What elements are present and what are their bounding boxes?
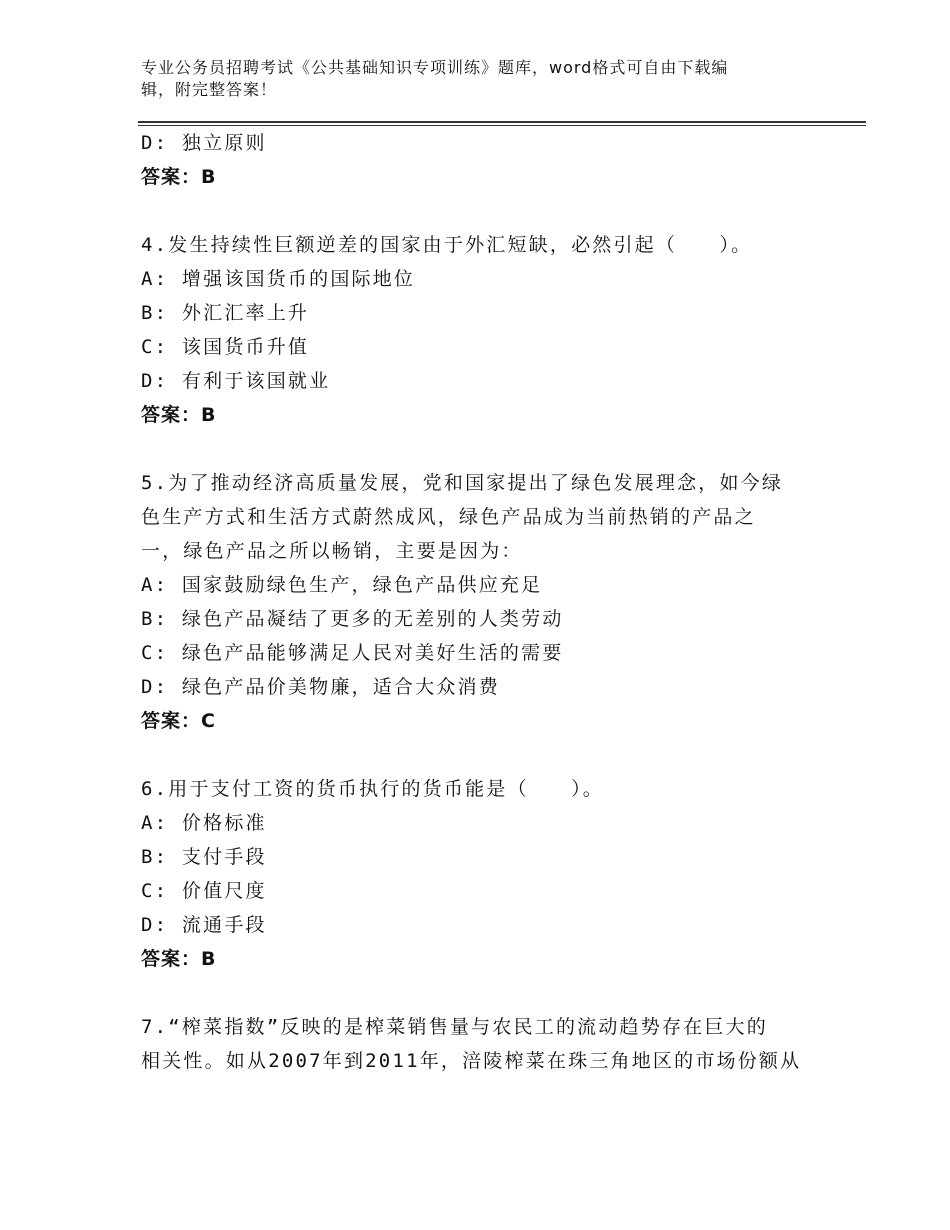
- option-c: C: 该国货币升值: [141, 336, 310, 358]
- question-stem-line-3: 一，绿色产品之所以畅销，主要是因为：: [141, 540, 523, 562]
- question-7: [141, 1010, 821, 1078]
- answer: 答案：C: [141, 710, 216, 732]
- option-c: C: 绿色产品能够满足人民对美好生活的需要: [141, 642, 564, 664]
- option-a: A: 增强该国货币的国际地位: [141, 268, 416, 290]
- header-line-1: 专业公务员招聘考试《公共基础知识专项训练》题库，word格式可自由下载编: [141, 58, 729, 77]
- option-a: A: 价格标准: [141, 812, 267, 834]
- question-stem: 6.用于支付工资的货币执行的货币能是（ ）。: [141, 778, 604, 800]
- option-d: D: 绿色产品价美物廉，适合大众消费: [141, 676, 500, 698]
- header-line-2: 辑，附完整答案！: [141, 80, 278, 99]
- spacer: [141, 194, 821, 228]
- spacer: [141, 976, 821, 1010]
- option-b: B: 绿色产品凝结了更多的无差别的人类劳动: [141, 608, 564, 630]
- option-d: D: 有利于该国就业: [141, 370, 331, 392]
- question-stem-line-2: 相关性。如从2007年到2011年，涪陵榨菜在珠三角地区的市场份额从: [141, 1050, 802, 1072]
- question-prev-fragment: [141, 126, 821, 194]
- option-b: B: 支付手段: [141, 846, 267, 868]
- question-content: [141, 126, 821, 1078]
- spacer: [141, 432, 821, 466]
- question-stem-line-1: 7.“榨菜指数”反映的是榨菜销售量与农民工的流动趋势存在巨大的: [141, 1016, 768, 1038]
- page-header: [141, 57, 801, 101]
- option-d: D: 流通手段: [141, 914, 267, 936]
- question-stem: 4.发生持续性巨额逆差的国家由于外汇短缺，必然引起（ ）。: [141, 234, 753, 256]
- question-stem-line-1: 5.为了推动经济高质量发展，党和国家提出了绿色发展理念，如今绿: [141, 472, 784, 494]
- spacer: [141, 738, 821, 772]
- option-a: A: 国家鼓励绿色生产，绿色产品供应充足: [141, 574, 543, 596]
- question-5: [141, 466, 821, 738]
- question-4: [141, 228, 821, 432]
- question-6: [141, 772, 821, 976]
- answer: 答案：B: [141, 166, 217, 188]
- answer: 答案：B: [141, 948, 217, 970]
- option-b: B: 外汇汇率上升: [141, 302, 310, 324]
- header-rule-thick: [138, 121, 866, 123]
- question-stem-line-2: 色生产方式和生活方式蔚然成风，绿色产品成为当前热销的产品之: [141, 506, 756, 528]
- option-c: C: 价值尺度: [141, 880, 267, 902]
- option-d: D: 独立原则: [141, 132, 267, 154]
- answer: 答案：B: [141, 404, 217, 426]
